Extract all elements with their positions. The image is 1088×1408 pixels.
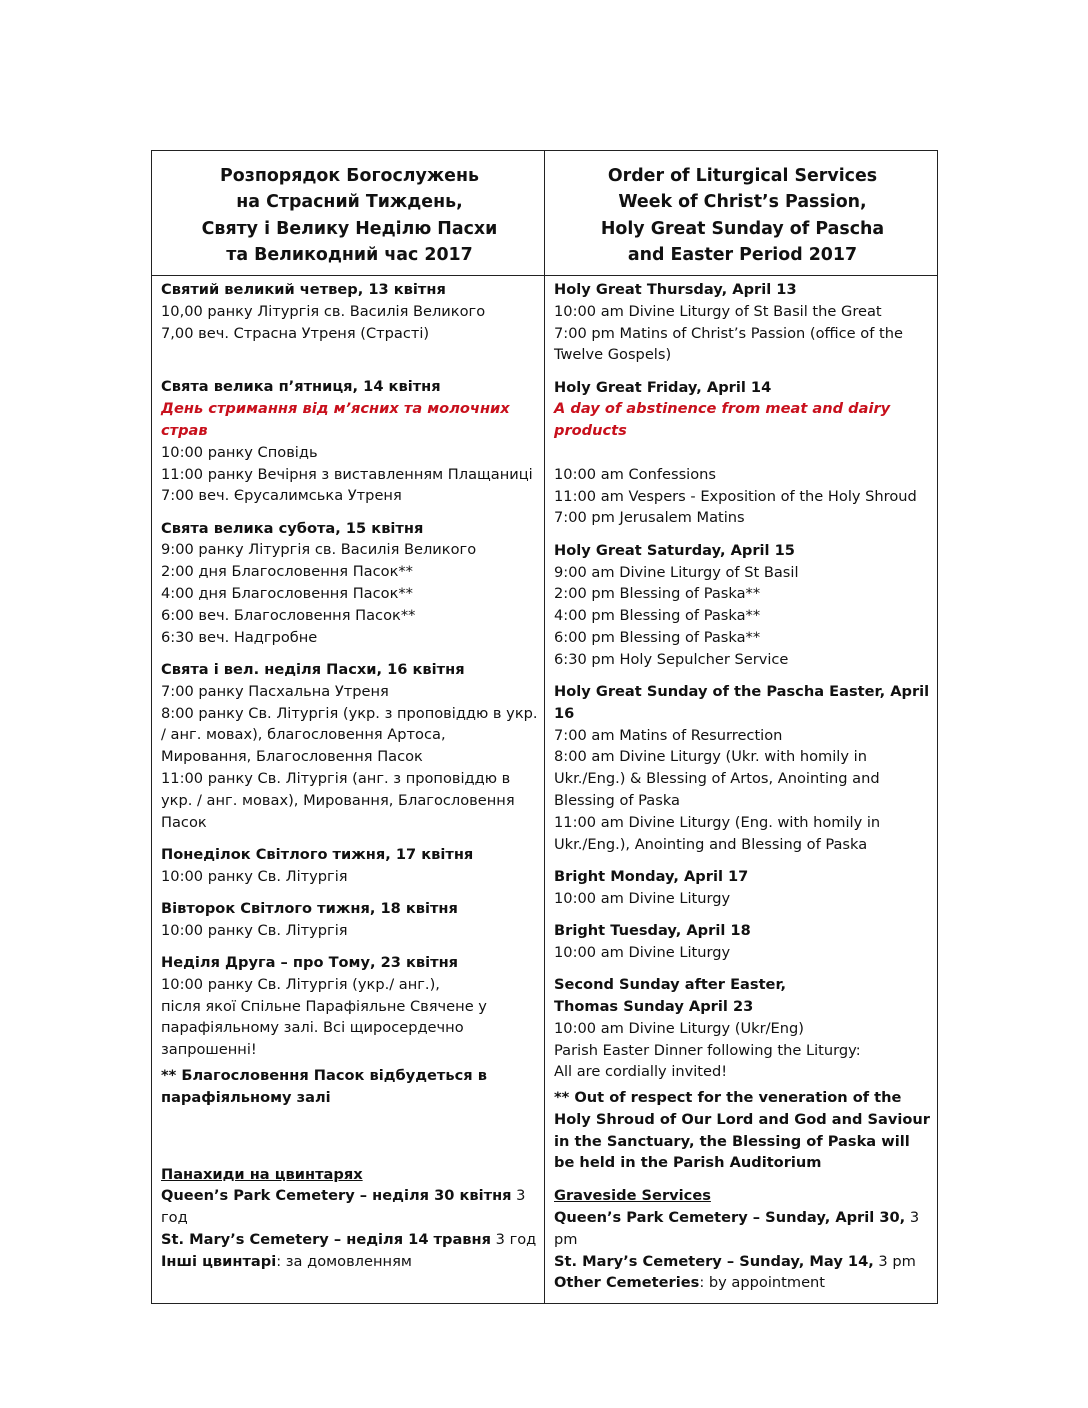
day-title: Неділя Друга – про Тому, 23 квітня [161,954,459,972]
cemetery-line [161,1185,538,1229]
day-title: Свята велика субота, 15 квітня [161,519,424,537]
service-line: 7:00 am Matins of Resurrection [554,726,783,744]
day-title: Свята і вел. неділя Пасхи, 16 квітня [161,660,465,678]
day-title: Holy Great Saturday, April 15 [554,541,795,559]
service-line: 11:00 ранку Вечірня з виставленням Плащаниці [161,465,533,483]
cemetery-time: 3 pm [873,1252,916,1270]
service-line: 10:00 ранку Св. Літургія [161,921,348,939]
service-line: 7:00 веч. Єрусалимська Утреня [161,487,402,505]
service-line: 11:00 ранку Св. Літургія (анг. з проповіддю в укр. / анг. мовах), Мировання, Благословення Пасок [161,769,515,831]
header-en-line: Week of Christ’s Passion, [618,192,867,213]
cemetery-time: 3 год [491,1230,537,1248]
service-line: 8:00 am Divine Liturgy (Ukr. with homily in Ukr./Eng.) & Blessing of Artos, Anointing and Blessing of Paska [554,748,880,810]
service-line: 10:00 ранку Св. Літургія [161,867,348,885]
service-line: 9:00 am Divine Liturgy of St Basil [554,563,799,581]
cemetery-line [161,1229,538,1251]
header-en-line: and Easter Period 2017 [627,244,858,265]
day-title: Bright Monday, April 17 [554,867,749,885]
uk-blessing-note [161,1065,538,1109]
service-line: 9:00 ранку Літургія св. Василія Великого [161,541,477,559]
cemetery-line [554,1272,931,1294]
day-title: Свята велика п’ятниця, 14 квітня [161,378,441,396]
day-title: Holy Great Thursday, April 13 [554,281,797,298]
header-row [152,151,938,276]
service-line: 8:00 ранку Св. Літургія (укр. з проповіддю в укр. / анг. мовах), благословення Артоса, Мировання, Благословення Пасок [161,704,538,766]
uk-saturday [161,518,538,649]
header-uk-line: Святу і Велику Неділю Пасхи [201,218,498,239]
service-line: 11:00 am Vespers - Exposition of the Holy Shroud [554,487,917,505]
graveside-title: Панахиди на цвинтарях [161,1165,363,1183]
service-line: Parish Easter Dinner following the Liturgy: [554,1041,861,1059]
cemetery-time: 3 год [161,1187,526,1227]
note-text: ** Out of respect for the veneration of the Holy Shroud of Our Lord and God and Saviour in the Sanctuary, the Blessing of Paska will be held in the Parish Auditorium [554,1089,931,1172]
en-bright-monday [554,866,931,910]
uk-thomas-sunday [161,952,538,1061]
uk-graveside [161,1164,538,1273]
en-graveside [554,1185,931,1294]
service-line: 2:00 pm Blessing of Paska** [554,585,761,603]
header-ukrainian [152,151,545,276]
en-blessing-note [554,1087,931,1174]
column-ukrainian [152,276,545,1304]
uk-bright-monday [161,844,538,888]
cemetery-line [554,1207,931,1251]
cemetery-line [161,1251,538,1273]
spacer [554,442,931,464]
service-line: 10:00 am Divine Liturgy (Ukr/Eng) [554,1019,804,1037]
day-title: Thomas Sunday April 23 [554,997,754,1015]
cemetery-name: Інші цвинтарі [161,1252,277,1270]
service-line: 6:30 веч. Надгробне [161,628,318,646]
service-line: 10:00 ранку Сповідь [161,443,318,461]
service-line: 10:00 am Divine Liturgy [554,889,731,907]
service-line: 10:00 am Divine Liturgy [554,943,731,961]
cemetery-name: St. Mary’s Cemetery – Sunday, May 14, [554,1252,874,1270]
cemetery-name: Queen’s Park Cemetery – неділя 30 квітня [161,1187,512,1205]
cemetery-name: Queen’s Park Cemetery – Sunday, April 30, [554,1209,906,1227]
service-line: після якої Спільне Парафіяльне Свячене у парафіяльному залі. Всі щиросердечно запрошенні! [161,997,487,1059]
en-friday [554,377,931,530]
column-english [545,276,938,1304]
header-en-line: Order of Liturgical Services [607,166,878,186]
service-line: 4:00 дня Благословення Пасок** [161,585,413,603]
uk-thursday [161,279,538,344]
graveside-title: Graveside Services [554,1187,711,1205]
uk-bright-tuesday [161,898,538,942]
day-title: Понеділок Світлого тижня, 17 квітня [161,845,474,863]
uk-pascha-sunday [161,659,538,833]
day-title: Вівторок Світлого тижня, 18 квітня [161,899,458,917]
en-pascha-sunday [554,681,931,855]
cemetery-time: 3 pm [554,1209,920,1248]
note-text: ** Благословення Пасок відбудеться в парафіяльному залі [161,1067,487,1106]
cemetery-name: St. Mary’s Cemetery – неділя 14 травня [161,1230,491,1248]
service-line: 4:00 pm Blessing of Paska** [554,607,761,625]
cemetery-time: : by appointment [699,1274,826,1292]
service-line: 10,00 ранку Літургія св. Василія Великого [161,302,486,320]
cemetery-line [554,1251,931,1273]
service-line: 7:00 ранку Пасхальна Утреня [161,682,389,700]
en-saturday [554,540,931,671]
fasting-note: A day of abstinence from meat and dairy products [554,400,891,440]
service-line: 2:00 дня Благословення Пасок** [161,563,413,581]
day-title: Holy Great Friday, April 14 [554,378,772,396]
schedule-table [151,150,938,1304]
service-line: 11:00 am Divine Liturgy (Eng. with homily in Ukr./Eng.), Anointing and Blessing of Paska [554,813,881,853]
en-thursday [554,279,931,366]
day-title: Bright Tuesday, April 18 [554,922,751,940]
en-bright-tuesday [554,920,931,964]
service-line: 10:00 ранку Св. Літургія (укр./ анг.), [161,975,440,993]
service-line: 7:00 pm Matins of Christ’s Passion (office of the Twelve Gospels) [554,324,903,364]
day-title: Second Sunday after Easter, [554,976,787,994]
service-line: All are cordially invited! [554,1063,728,1081]
service-line: 10:00 am Divine Liturgy of St Basil the Great [554,302,882,320]
day-title: Святий великий четвер, 13 квітня [161,281,446,298]
fasting-note: День стримання від м’ясних та молочних страв [161,400,510,439]
day-title: Holy Great Sunday of the Pascha Easter, April 16 [554,683,930,722]
cemetery-time: : за домовленням [276,1252,412,1270]
header-uk-line: та Великодний час 2017 [226,244,473,265]
service-line: 6:00 pm Blessing of Paska** [554,628,761,646]
header-uk-line: Розпорядок Богослужень [220,166,479,186]
en-thomas-sunday [554,974,931,1083]
service-line: 6:00 веч. Благословення Пасок** [161,606,416,624]
service-line: 10:00 am Confessions [554,465,717,483]
service-line: 6:30 pm Holy Sepulcher Service [554,650,789,668]
cemetery-name: Other Cemeteries [554,1274,700,1292]
header-english [545,151,938,276]
uk-friday [161,376,538,507]
header-en-line: Holy Great Sunday of Pascha [600,218,885,239]
service-line: 7,00 веч. Страсна Утреня (Страсті) [161,324,430,342]
header-uk-line: на Страсний Тиждень, [236,192,463,213]
service-line: 7:00 pm Jerusalem Matins [554,509,745,527]
body-row [152,276,938,1304]
